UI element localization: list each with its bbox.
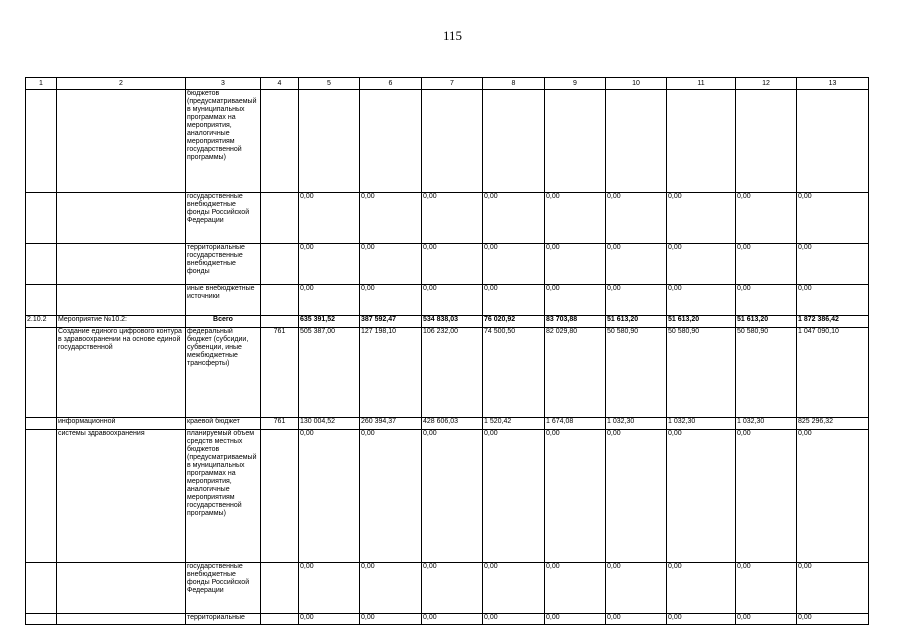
value-cell: 0,00: [667, 193, 736, 244]
table-row: [26, 285, 869, 316]
value-cell: 0,00: [736, 614, 797, 625]
value-cell: 0,00: [299, 193, 360, 244]
value-cell: [736, 90, 797, 193]
event-name-cell: Создание единого цифрового контура в здравоохранении на основе единой государственной: [57, 328, 186, 418]
row-number-cell: [26, 614, 57, 625]
table-row: [26, 244, 869, 285]
funding-source-cell: Всего: [186, 316, 261, 328]
value-cell: 51 613,20: [736, 316, 797, 328]
value-cell: 50 580,90: [606, 328, 667, 418]
funding-source-cell: территориальные государственные внебюджетные фонды: [186, 244, 261, 285]
funding-source-cell: федеральный бюджет (субсидии, субвенции, иные межбюджетные трансферты): [186, 328, 261, 418]
value-cell: 0,00: [736, 285, 797, 316]
value-cell: 0,00: [360, 244, 422, 285]
value-cell: 0,00: [606, 244, 667, 285]
value-cell: 0,00: [667, 244, 736, 285]
value-cell: 534 838,03: [422, 316, 483, 328]
value-cell: 0,00: [483, 614, 545, 625]
value-cell: 0,00: [667, 614, 736, 625]
value-cell: 1 520,42: [483, 418, 545, 430]
value-cell: 0,00: [606, 430, 667, 563]
funding-source-cell: государственные внебюджетные фонды Российской Федерации: [186, 563, 261, 614]
code-cell: [261, 193, 299, 244]
value-cell: 0,00: [483, 430, 545, 563]
event-name-cell: [57, 614, 186, 625]
value-cell: 0,00: [422, 244, 483, 285]
column-header: 9: [545, 78, 606, 90]
budget-table: [25, 77, 869, 625]
row-number-cell: [26, 418, 57, 430]
row-number-cell: [26, 563, 57, 614]
value-cell: 0,00: [360, 614, 422, 625]
value-cell: 0,00: [736, 563, 797, 614]
value-cell: 0,00: [797, 244, 869, 285]
value-cell: 428 606,03: [422, 418, 483, 430]
column-header: 13: [797, 78, 869, 90]
code-cell: [261, 316, 299, 328]
value-cell: 0,00: [360, 563, 422, 614]
value-cell: 0,00: [483, 193, 545, 244]
value-cell: 130 004,52: [299, 418, 360, 430]
value-cell: 1 032,30: [667, 418, 736, 430]
value-cell: 74 500,50: [483, 328, 545, 418]
value-cell: 0,00: [606, 285, 667, 316]
value-cell: [606, 90, 667, 193]
value-cell: 0,00: [545, 614, 606, 625]
row-number-cell: [26, 193, 57, 244]
value-cell: 106 232,00: [422, 328, 483, 418]
value-cell: 1 872 386,42: [797, 316, 869, 328]
event-name-cell: [57, 244, 186, 285]
value-cell: 0,00: [545, 430, 606, 563]
value-cell: 0,00: [422, 193, 483, 244]
column-header: 11: [667, 78, 736, 90]
table-row: [26, 328, 869, 418]
value-cell: 82 029,80: [545, 328, 606, 418]
value-cell: 83 703,88: [545, 316, 606, 328]
value-cell: 260 394,37: [360, 418, 422, 430]
value-cell: 0,00: [606, 614, 667, 625]
value-cell: 0,00: [360, 430, 422, 563]
column-header: 10: [606, 78, 667, 90]
table-row: [26, 418, 869, 430]
value-cell: 387 592,47: [360, 316, 422, 328]
value-cell: 0,00: [736, 244, 797, 285]
value-cell: 76 020,92: [483, 316, 545, 328]
funding-source-cell: иные внебюджетные источники: [186, 285, 261, 316]
value-cell: 0,00: [299, 244, 360, 285]
event-name-cell: информационной: [57, 418, 186, 430]
value-cell: 127 198,10: [360, 328, 422, 418]
value-cell: 1 032,30: [606, 418, 667, 430]
row-number-cell: [26, 328, 57, 418]
code-cell: [261, 614, 299, 625]
event-name-cell: системы здравоохранения: [57, 430, 186, 563]
column-header: 8: [483, 78, 545, 90]
value-cell: 825 296,32: [797, 418, 869, 430]
value-cell: 0,00: [797, 614, 869, 625]
value-cell: 0,00: [422, 614, 483, 625]
value-cell: 0,00: [736, 193, 797, 244]
value-cell: 0,00: [422, 430, 483, 563]
table-row: [26, 90, 869, 193]
value-cell: 0,00: [606, 563, 667, 614]
code-cell: [261, 285, 299, 316]
row-number-cell: [26, 430, 57, 563]
value-cell: [483, 90, 545, 193]
table-row: [26, 614, 869, 625]
value-cell: 1 047 090,10: [797, 328, 869, 418]
column-header: 12: [736, 78, 797, 90]
value-cell: [360, 90, 422, 193]
code-cell: [261, 90, 299, 193]
value-cell: 0,00: [545, 285, 606, 316]
value-cell: 0,00: [797, 193, 869, 244]
value-cell: 0,00: [299, 430, 360, 563]
value-cell: 1 032,30: [736, 418, 797, 430]
code-cell: [261, 430, 299, 563]
event-name-cell: [57, 193, 186, 244]
value-cell: 0,00: [667, 563, 736, 614]
row-number-cell: [26, 90, 57, 193]
funding-source-cell: территориальные: [186, 614, 261, 625]
column-header: 4: [261, 78, 299, 90]
code-cell: [261, 563, 299, 614]
row-number-cell: [26, 244, 57, 285]
event-name-cell: Мероприятие №10.2:: [57, 316, 186, 328]
value-cell: 0,00: [483, 244, 545, 285]
event-name-cell: [57, 563, 186, 614]
funding-source-cell: планируемый объем средств местных бюджетов (предусматриваемый в муниципальных программах на мероприятия, аналогичные мероприятиям государственной программы): [186, 430, 261, 563]
value-cell: 0,00: [422, 285, 483, 316]
value-cell: 0,00: [545, 563, 606, 614]
value-cell: 635 391,52: [299, 316, 360, 328]
value-cell: [667, 90, 736, 193]
value-cell: 0,00: [797, 285, 869, 316]
value-cell: 0,00: [667, 430, 736, 563]
value-cell: 0,00: [545, 244, 606, 285]
value-cell: 0,00: [797, 563, 869, 614]
column-header: 1: [26, 78, 57, 90]
value-cell: 50 580,90: [736, 328, 797, 418]
column-header: 7: [422, 78, 483, 90]
value-cell: 0,00: [483, 563, 545, 614]
row-number-cell: 2.10.2: [26, 316, 57, 328]
funding-source-cell: краевой бюджет: [186, 418, 261, 430]
table-row-total: [26, 316, 869, 328]
value-cell: 1 674,08: [545, 418, 606, 430]
value-cell: 0,00: [545, 193, 606, 244]
table-row: [26, 563, 869, 614]
value-cell: 0,00: [360, 193, 422, 244]
event-name-cell: [57, 90, 186, 193]
value-cell: [299, 90, 360, 193]
value-cell: 0,00: [360, 285, 422, 316]
row-number-cell: [26, 285, 57, 316]
value-cell: 0,00: [483, 285, 545, 316]
table-row: [26, 430, 869, 563]
event-name-cell: [57, 285, 186, 316]
value-cell: 50 580,90: [667, 328, 736, 418]
value-cell: 0,00: [299, 614, 360, 625]
column-header: 3: [186, 78, 261, 90]
column-header: 6: [360, 78, 422, 90]
code-cell: [261, 244, 299, 285]
column-header: 5: [299, 78, 360, 90]
value-cell: [422, 90, 483, 193]
value-cell: 0,00: [606, 193, 667, 244]
value-cell: [545, 90, 606, 193]
value-cell: 51 613,20: [667, 316, 736, 328]
column-numbers-row: [26, 78, 869, 90]
value-cell: 0,00: [797, 430, 869, 563]
page-number: 115: [442, 28, 463, 43]
code-cell: 761: [261, 418, 299, 430]
code-cell: 761: [261, 328, 299, 418]
value-cell: 0,00: [736, 430, 797, 563]
value-cell: 0,00: [299, 563, 360, 614]
value-cell: 0,00: [299, 285, 360, 316]
value-cell: 505 387,00: [299, 328, 360, 418]
funding-source-cell: государственные внебюджетные фонды Российской Федерации: [186, 193, 261, 244]
table-row: [26, 193, 869, 244]
value-cell: 0,00: [422, 563, 483, 614]
value-cell: 0,00: [667, 285, 736, 316]
column-header: 2: [57, 78, 186, 90]
funding-source-cell: бюджетов (предусматриваемый в муниципальных программах на мероприятия, аналогичные мероприятиям государственной программы): [186, 90, 261, 193]
value-cell: 51 613,20: [606, 316, 667, 328]
value-cell: [797, 90, 869, 193]
